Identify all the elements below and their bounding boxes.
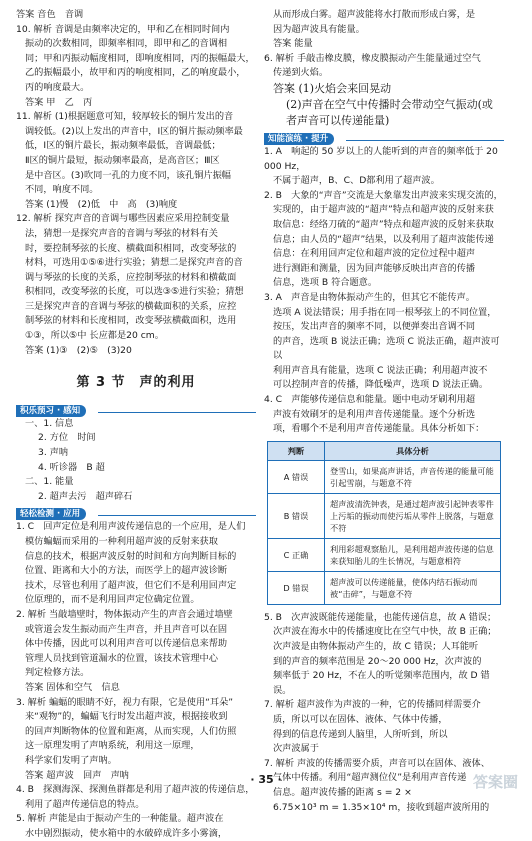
table-cell-judgement: B 错误 [268,493,325,538]
left-column [16,8,256,841]
text-line: 不属于超声，B、C、D都利用了超声波。 [273,175,440,187]
text-line: 位原理的，而不是利用回声定位确定位置。 [25,594,200,606]
text-line: 不同，响度不同。 [25,184,99,196]
text-line: 可以控制声音的传播，降低噪声，选项 D 说法正确。 [273,379,489,391]
table-row [268,538,501,571]
text-line: 科学家们发明了声呐。 [25,754,117,766]
q12-analysis: 12. 解析 探究声音的音调与哪些因素应采用控制变量 [16,213,230,225]
text-line: 低，Ⅰ区的铜片最长，振动频率最低，音调最低； [25,140,221,152]
list-item: 一、1. 信息 [25,417,74,429]
text-line: 利用了超声传递信息的特点。 [25,798,145,810]
answer-line: 答案 (1)③ (2)⑤ (3)20 [25,344,132,356]
text-line: 位置、距离和大小的方法，而医学上的超声波诊断 [25,565,228,577]
answer-line: 答案 音色 音调 [16,9,84,20]
text-line: 信息。超声波传播的距离 s = 2 × [273,786,412,798]
text-line: 从而形成白雾。超声波能将水打散而形成白雾，是 [273,9,476,20]
text-line: 模仿蝙蝠而采用的一种利用超声波的反射来获取 [25,536,218,547]
answer-line: 答案 固体和空气 信息 [25,681,120,693]
analysis-table [267,441,501,605]
table-cell-analysis: 登雪山，如果高声讲话，声音传递的能量可能引起雪崩，与题意不符 [325,460,501,493]
text-line: 因为超声波具有能量。 [273,23,365,35]
text-line: 利用声音具有能量，选项 C 说法正确；利用超声波不 [273,364,488,376]
text-line: 判定检修方法。 [25,667,90,679]
text-line: 信息：在利用回声定位和超声波的定位过程中超声 [273,248,476,260]
text-line: 进行测距和测量，因为回声能够反映出声音的传播 [273,262,476,274]
text-line: 项，看哪个不是利用声音传递能量。具体分析如下： [273,423,485,435]
q6-analysis: 7. 解析 超声波作为声波的一种，它的传播同样需要介 [264,699,481,711]
text-line: 来“观物”的，蝙蝠飞行时发出超声波，根据接收到 [25,711,228,723]
list-item: 2. 方位 时间 [38,432,96,444]
text-line: 信息的技术，根据声波反射的时间和方向判断目标的 [25,550,237,562]
text-line: 这一原理发明了声呐系统，利用这一原理， [25,740,200,752]
text-line: 振动的次数相同，即频率相同，即甲和乙的音调相 [25,38,228,50]
text-line: 是中音区。(3)吹同一孔的力度不同，该孔铜片振幅 [25,169,231,181]
section-title: 第 3 节 声的利用 [76,375,196,391]
text-line: 三是探究声音的音调与琴弦的横截面积的关系，应控 [25,300,237,312]
text-line: 6.75×10³ m = 1.35×10⁴ m，接收到超声波所用的 [273,801,490,813]
text-line: 材料，可选用①⑤⑥进行实验；猜想二是探究声音的音 [25,257,243,269]
text-line: 次声波是由物体振动产生的，故 C 错误；人耳能听 [273,641,479,653]
text-line: 到的声音的频率范围是 20～20 000 Hz，次声波的 [273,655,482,667]
text-line: 法，猜想一是探究声音的音调与琴弦的材料有关 [25,227,218,239]
list-item: 二、1. 能量 [25,476,74,488]
text-line: 的声音，选项 B 说法正确；选项 C 说法正确，超声波可以 [273,335,500,362]
section-tag-preview: 积乐预习 · 感知 [16,405,86,417]
text-line: 调与琴弦的长度的关系，应控制琴弦的材料和横截面 [25,271,237,283]
q2-answer: 2. B 大象的“声音”交流是大象靠发出声波来实现交流的， [264,189,503,201]
text-line: 频率低于 20 Hz，不在人的听觉频率范围内，故 D 错误。 [273,670,490,696]
right-column [264,8,504,815]
text-line: 时，要控制琴弦的长度、横截面积相同，改变琴弦的 [25,242,237,254]
text-line: 技术，尽管也利用了超声波，但它们不是利用回声定 [25,579,237,591]
text-line: 水中剧烈振动，使水箱中的水破碎成许多小雾滴， [25,827,228,839]
answer-line: 答案 甲 乙 丙 [25,96,93,108]
q1-answer: 1. A 响起的 50 岁以上的人能听到的声音的频率低于 20 000 Hz， [264,145,498,172]
q10-analysis: 10. 解析 音调是由频率决定的，甲和乙在相同时间内 [16,23,230,35]
table-header-analysis: 具体分析 [325,441,501,460]
text-line: ①③，所以⑤中 长应都是20 cm。 [25,330,164,342]
list-item: 2. 超声去污 超声碎石 [38,490,133,502]
text-line: 声波有效刷牙的是利用声音传递能量。逐个分析选 [273,408,476,420]
tag-divider [98,412,256,413]
q6-analysis: 6. 解析 手敲击橡皮膜，橡皮膜振动产生能量通过空气 [264,52,481,64]
table-cell-analysis: 利用彩超观察胎儿，是利用超声波传递的信息来获知胎儿的生长情况，与题意相符 [325,538,501,571]
text-line: 或管道会发生振动而产生声音，并且声音可以在固 [25,623,228,635]
tag-divider [346,140,504,141]
table-header-row [268,441,501,460]
text-line: 质，所以可以在固体、液体、气体中传播， [273,714,448,725]
text-line: 积相同，改变琴弦的长度，可以选③⑤进行实验；猜想 [25,286,244,298]
text-line: 次声波在海水中的传播速度比在空气中快，故 B 正确； [273,626,497,638]
q2-analysis: 2. 解析 当敲墙壁时，物体振动产生的声音会通过墙壁 [16,608,233,620]
text-line: 管理人员找到管道漏水的位置，该技术管理中心 [25,652,218,664]
table-cell-analysis: 超声波清洗钟表，是通过超声波引起钟表零件上污垢的振动而使污垢从零件上脱落，与题意不符 [325,493,501,538]
text-line: 选项 A 说法错误；用手指在同一根琴弦上的不同位置， [273,306,497,318]
q3-analysis: 3. 解析 蝙蝠的眼睛不好，视力有限，它是使用“耳朵” [16,696,234,708]
text-line: 次声波属于 [273,743,319,755]
section-tag-check: 轻松检测 · 应用 [16,508,86,520]
answer-line: 答案 (1)慢 (2)低 中 高 (3)响度 [25,198,178,210]
text-line: 传递到火焰。 [273,67,329,79]
table-cell-judgement: D 错误 [268,571,325,604]
list-item: 3. 声呐 [38,447,69,459]
q4-answer: 4. C 声能够传递信息和能量。题中电动牙刷利用超 [264,394,476,406]
page-number: · 35 · [250,773,282,786]
text-line: 信息，选项 B 符合题意。 [273,277,378,289]
section-tag-practice: 知能演练 · 提升 [264,133,334,145]
text-line: 按压，发出声音的频率不同，以便弹奏出音调不同 [273,321,476,333]
answer-line: (2)声音在空气中传播时会带动空气振动(或 [286,97,493,111]
text-line: 取信息：经络刀硫的“超声”特点和超声波的反射来获取 [273,218,494,230]
text-line: 乙的振幅最小，故甲和丙的响度相同，乙的响度最小， [25,67,246,79]
text-line: 气体中传播。利用“超声测位仪”是利用声音传递 [273,772,467,784]
q4-answer: 4. B 探测海深、探测鱼群都是利用了超声波的传递信息， [16,784,255,796]
answer-line: 答案 (1)火焰会来回晃动 [273,81,392,95]
table-header-judgement: 判断 [268,441,325,460]
text-line: Ⅱ区的铜片最短，振动频率最高，是高音区；Ⅲ区 [25,154,220,166]
answer-line: 者声音可以传递能量) [286,113,390,127]
answer-line: 答案 能量 [273,38,313,50]
table-cell-judgement: A 错误 [268,460,325,493]
text-line: 调较低。(2)以上发出的声音中，Ⅰ区的铜片振动频率最 [25,125,243,137]
text-line: 实现的，由于超声波的“超声”特点和超声波的反射来获 [273,204,494,216]
text-line: 信息；由人员的“超声”结果，以及利用了超声波能传递 [273,233,494,245]
q1-answer: 1. C 回声定位是利用声波传递信息的一个应用，是人们 [16,521,246,533]
answer-line: 答案 超声波 回声 声呐 [25,769,129,781]
tag-divider [98,515,256,516]
table-cell-judgement: C 正确 [268,538,325,571]
text-line: 同；甲和丙振动幅度相同，即响度相同，丙的振幅最大， [25,52,255,64]
q5-answer: 5. B 次声波既能传递能量，也能传递信息，故 A 错误； [264,611,497,623]
text-line: 得到的信息传递到人脑里，人所听到，所以 [273,728,448,740]
q3-answer: 3. A 声音是由物体振动产生的，但其它不能传声。 [264,291,475,303]
text-line: 丙的响度最大。 [25,81,90,93]
watermark: 答案圈 [472,773,518,791]
text-line: 制琴弦的材料和长度相同，改变琴弦横截面积，选用 [25,315,237,327]
list-item: 4. 听诊器 B 超 [38,461,105,473]
text-line: 的回声判断物体的位置和距离，从而实现，人们仿照 [25,725,237,737]
q11-analysis: 11. 解析 (1)根据题意可知，较厚较长的铜片发出的音 [16,111,234,123]
table-row [268,493,501,538]
table-row [268,460,501,493]
table-row [268,571,501,604]
q7-analysis: 7. 解析 声波的传播需要介质，声音可以在固体、液体、 [264,757,490,769]
q5-analysis: 5. 解析 声能是由于振动产生的一种能量。超声波在 [16,813,224,825]
text-line: 体中传播，因此可以利用声音可以传递信息来帮助 [25,638,228,650]
table-cell-analysis: 超声波可以传递能量，使体内结石振动而被“击碎”，与题意不符 [325,571,501,604]
